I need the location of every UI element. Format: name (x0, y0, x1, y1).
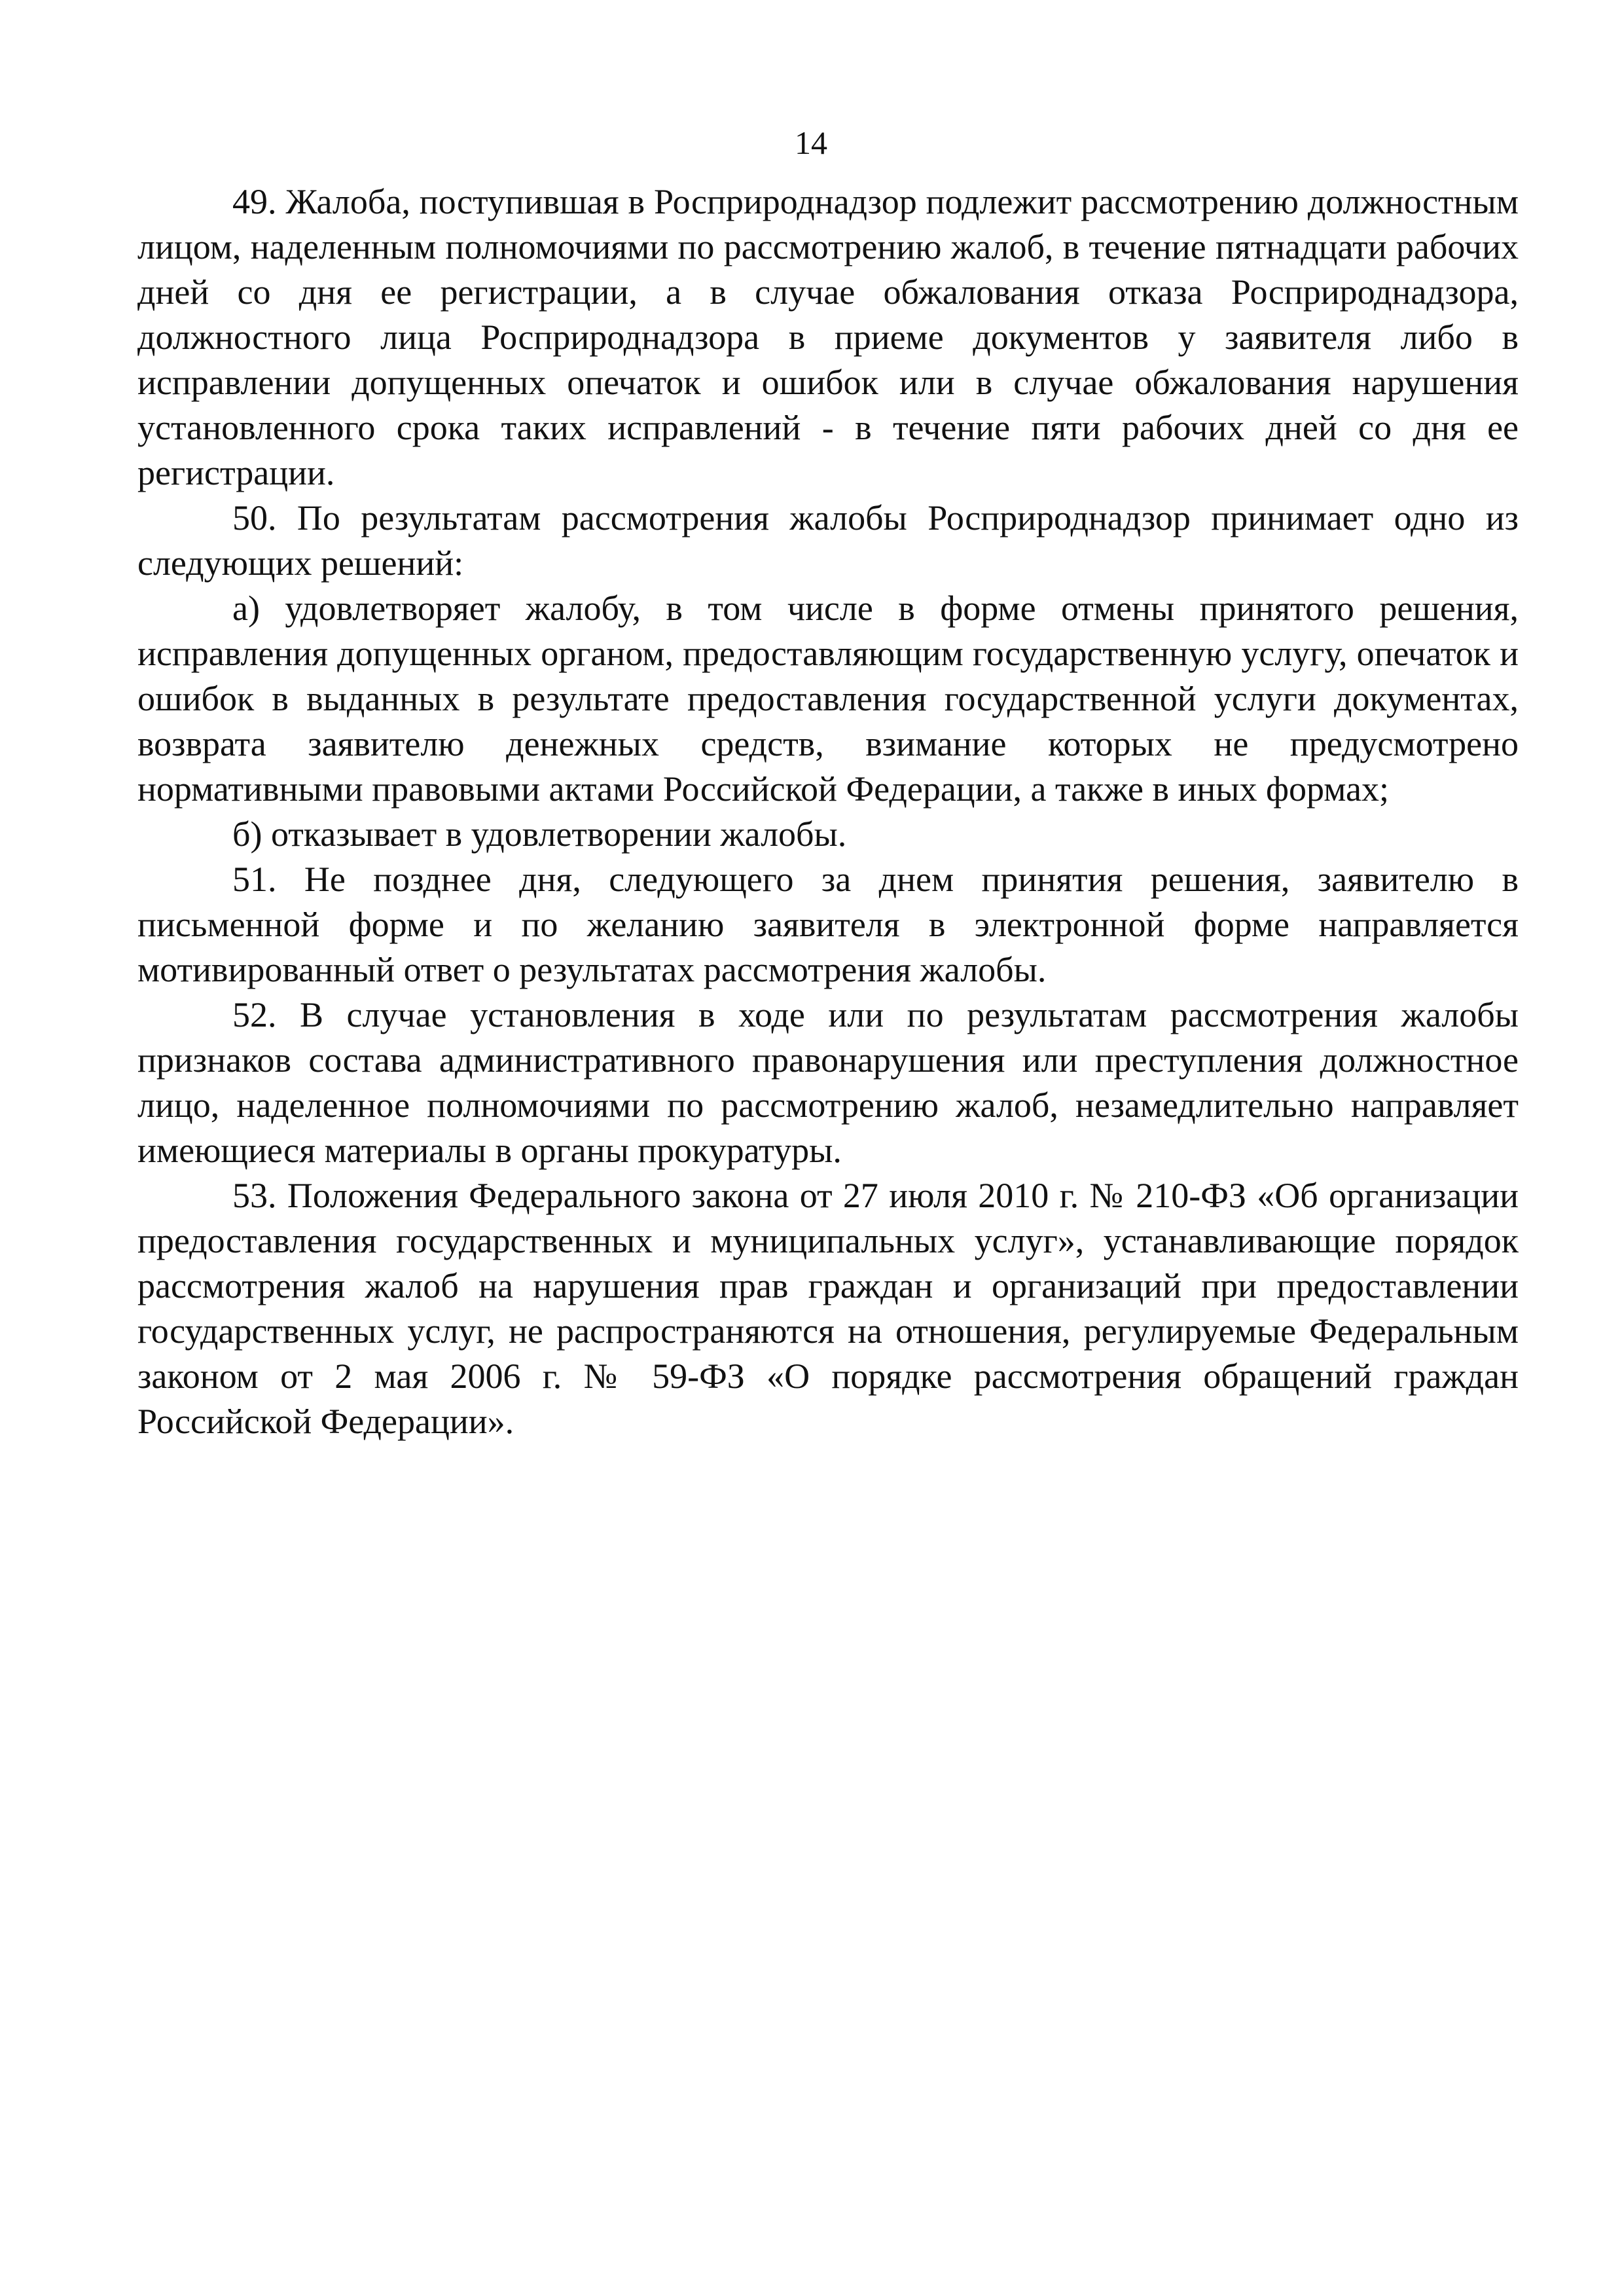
document-body (137, 179, 1519, 1444)
paragraph-50: 50. По результатам рассмотрения жалобы Росприроднадзор принимает одно из следующих решений: (137, 498, 1519, 583)
page-number: 14 (795, 124, 827, 161)
paragraph-53: 53. Положения Федерального закона от 27 июля 2010 г. № 210-ФЗ «Об организации предоставления государственных и муниципальных услуг», устанавливающие порядок рассмотрения жалоб на нарушения прав граждан и организаций при предоставлении государственных услуг, не распространяются на отношения, регулируемые Федеральным законом от 2 мая 2006 г. № 59-ФЗ «О порядке рассмотрения обращений граждан Российской Федерации». (137, 1176, 1519, 1441)
paragraph-50-item-a: а) удовлетворяет жалобу, в том числе в форме отмены принятого решения, исправления допущенных органом, предоставляющим государственную услугу, опечаток и ошибок в выданных в результате предоставления государственной услуги документах, возврата заявителю денежных средств, взимание которых не предусмотрено нормативными правовыми актами Российской Федерации, а также в иных формах; (137, 589, 1519, 809)
paragraph-51: 51. Не позднее дня, следующего за днем принятия решения, заявителю в письменной форме и по желанию заявителя в электронной форме направляется мотивированный ответ о результатах рассмотрения жалобы. (137, 860, 1519, 989)
paragraph-52: 52. В случае установления в ходе или по результатам рассмотрения жалобы признаков состава административного правонарушения или преступления должностное лицо, наделенное полномочиями по рассмотрению жалоб, незамедлительно направляет имеющиеся материалы в органы прокуратуры. (137, 995, 1519, 1170)
paragraph-49: 49. Жалоба, поступившая в Росприроднадзор подлежит рассмотрению должностным лицом, наделенным полномочиями по рассмотрению жалоб, в течение пятнадцати рабочих дней со дня ее регистрации, а в случае обжалования отказа Росприроднадзора, должностного лица Росприроднадзора в приеме документов у заявителя либо в исправлении допущенных опечаток и ошибок или в случае обжалования нарушения установленного срока таких исправлений - в течение пяти рабочих дней со дня ее регистрации. (137, 182, 1519, 492)
paragraph-50-item-b: б) отказывает в удовлетворении жалобы. (232, 814, 847, 854)
